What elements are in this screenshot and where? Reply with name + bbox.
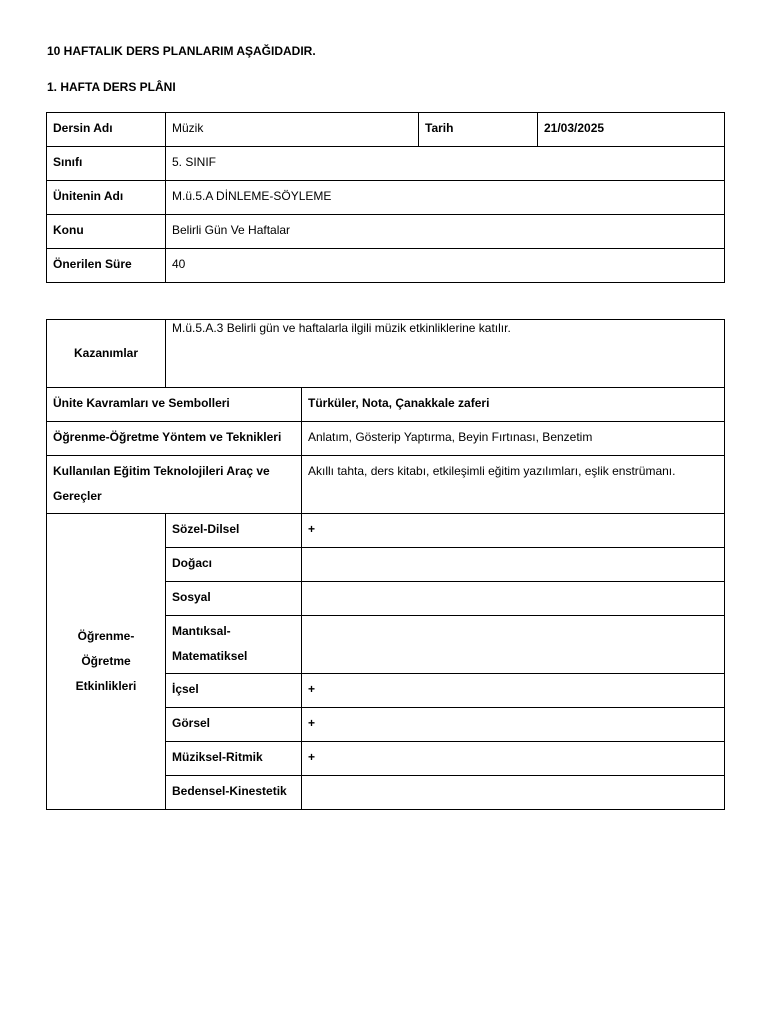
intelligence-mark [302, 582, 725, 616]
intelligence-name: Sözel-Dilsel [166, 514, 302, 548]
date-value: 21/03/2025 [538, 113, 725, 147]
intelligence-mark [302, 776, 725, 810]
topic-label: Konu [47, 215, 166, 249]
course-info-table [46, 112, 725, 283]
course-name-value: Müzik [166, 113, 419, 147]
table-row [47, 113, 725, 147]
intelligence-name: Sosyal [166, 582, 302, 616]
unit-label: Ünitenin Adı [47, 181, 166, 215]
topic-value: Belirli Gün Ve Haftalar [166, 215, 725, 249]
class-label: Sınıfı [47, 147, 166, 181]
table-row [47, 181, 725, 215]
table-row [47, 147, 725, 181]
intelligence-name: Bedensel-Kinestetik [166, 776, 302, 810]
outcomes-label: Kazanımlar [47, 320, 166, 388]
intelligence-mark [302, 616, 725, 674]
intelligence-name: Mantıksal-Matematiksel [166, 616, 302, 674]
intelligence-name: İçsel [166, 674, 302, 708]
class-value: 5. SINIF [166, 147, 725, 181]
intelligence-name: Görsel [166, 708, 302, 742]
methods-label: Öğrenme-Öğretme Yöntem ve Teknikleri [47, 422, 302, 456]
table-row [47, 388, 725, 422]
intelligence-mark [302, 548, 725, 582]
tools-value: Akıllı tahta, ders kitabı, etkileşimli eğitim yazılımları, eşlik enstrümanı. [302, 456, 725, 514]
table-row [47, 249, 725, 283]
methods-value: Anlatım, Gösterip Yaptırma, Beyin Fırtınası, Benzetim [302, 422, 725, 456]
duration-value: 40 [166, 249, 725, 283]
intelligence-mark: + [302, 674, 725, 708]
course-name-label: Dersin Adı [47, 113, 166, 147]
intelligence-mark: + [302, 742, 725, 776]
lesson-plan-table [46, 319, 725, 810]
intelligence-name: Müziksel-Ritmik [166, 742, 302, 776]
activities-label: Öğrenme-Öğretme Etkinlikleri [47, 514, 166, 810]
tools-label: Kullanılan Eğitim Teknolojileri Araç ve Gereçler [47, 456, 302, 514]
table-row [47, 215, 725, 249]
table-row [47, 456, 725, 514]
table-row [47, 514, 725, 548]
table-row [47, 320, 725, 388]
date-label: Tarih [419, 113, 538, 147]
intelligence-mark: + [302, 514, 725, 548]
intelligence-mark: + [302, 708, 725, 742]
week-plan-title: 1. HAFTA DERS PLÂNI [47, 80, 176, 94]
document-title: 10 HAFTALIK DERS PLANLARIM AŞAĞIDADIR. [47, 44, 316, 58]
duration-label: Önerilen Süre [47, 249, 166, 283]
unit-value: M.ü.5.A DİNLEME-SÖYLEME [166, 181, 725, 215]
intelligence-name: Doğacı [166, 548, 302, 582]
table-row [47, 422, 725, 456]
concepts-label: Ünite Kavramları ve Sembolleri [47, 388, 302, 422]
concepts-value: Türküler, Nota, Çanakkale zaferi [302, 388, 725, 422]
outcomes-value: M.ü.5.A.3 Belirli gün ve haftalarla ilgili müzik etkinliklerine katılır. [166, 320, 725, 388]
